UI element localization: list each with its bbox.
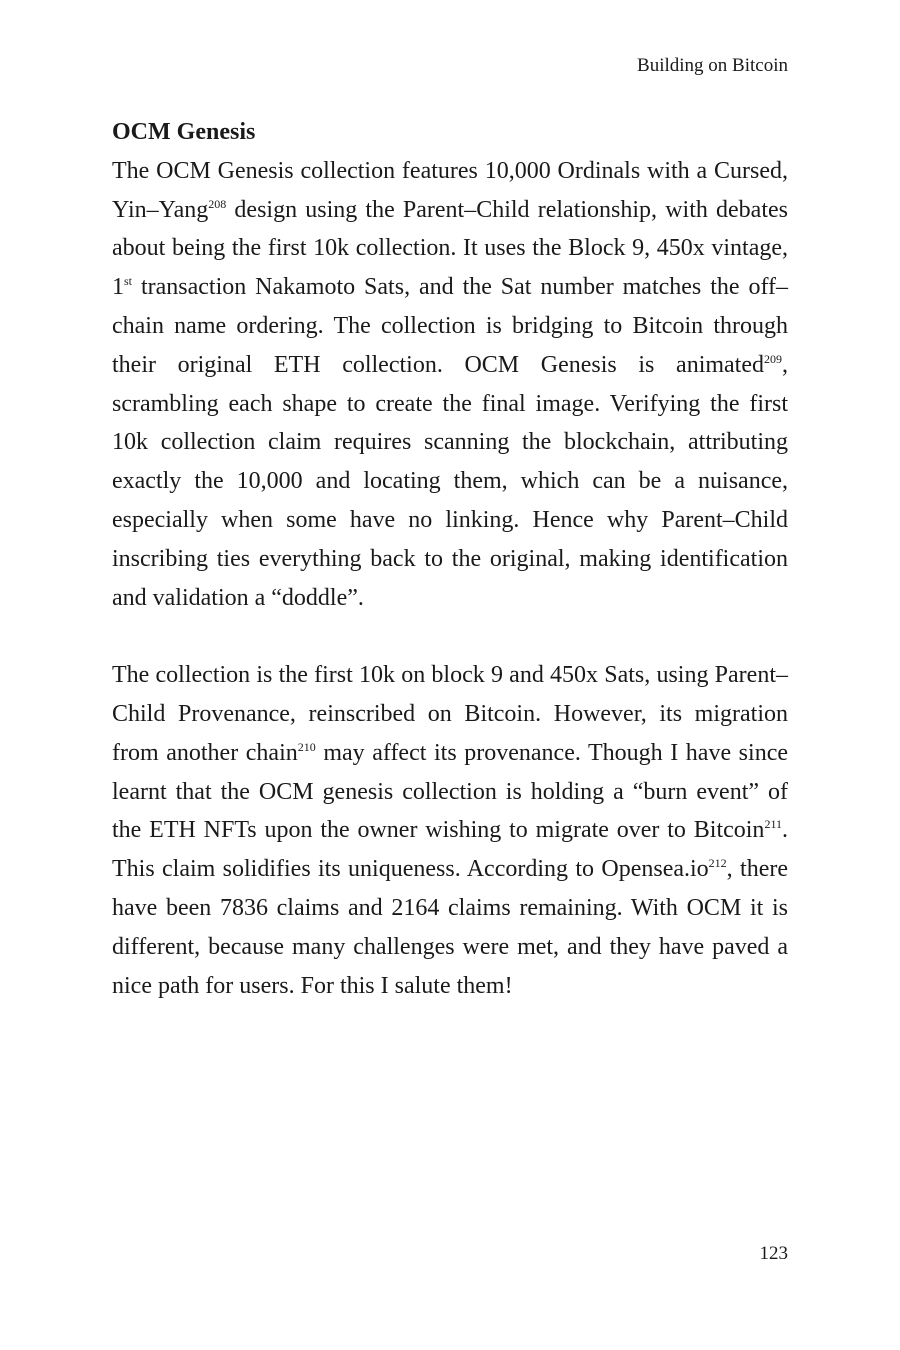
paragraph-2-text-3: . This claim solidifies its uniqueness. According to Opensea.io <box>112 817 788 883</box>
paragraph-2 <box>112 656 788 1005</box>
footnote-ref-208[interactable]: 208 <box>208 196 227 211</box>
paragraph-1 <box>112 152 788 618</box>
page-number: 123 <box>759 1243 788 1264</box>
paragraph-2-text-1: The collection is the first 10k on block 9 and 450x Sats, using Parent–Child Provenance, reinscribed on Bitcoin. However, its migration from another chain <box>112 662 788 766</box>
footnote-ref-212[interactable]: 212 <box>708 856 727 871</box>
footnote-ref-210[interactable]: 210 <box>297 739 316 754</box>
paragraph-2-text-2: may affect its provenance. Though I have since learnt that the OCM genesis collection is holding a “burn event” of the ETH NFTs upon the owner wishing to migrate over to Bitcoin <box>112 739 788 844</box>
paragraph-1-text-3: transaction Nakamoto Sats, and the Sat number matches the off–chain name ordering. The collection is bridging to Bitcoin through their original ETH collection. OCM Genesis is animated <box>112 274 788 378</box>
footnote-ref-211[interactable]: 211 <box>764 817 782 832</box>
ordinal-suffix: st <box>124 274 133 289</box>
paragraph-1-text-4: , scrambling each shape to create the final image. Verifying the first 10k collection claim requires scanning the blockchain, attributing exactly the 10,000 and locating them, which can be a nuisance, especially when some have no linking. Hence why Parent–Child inscribing ties everything back to the original, making identification and validation a “doddle”. <box>112 351 788 611</box>
running-header: Building on Bitcoin <box>637 55 788 76</box>
section-heading: OCM Genesis <box>112 119 256 145</box>
paragraph-1-text-2: design using the Parent–Child relationship, with debates about being the first 10k collection. It uses the Block 9, 450x vintage, 1 <box>112 196 788 301</box>
paragraph-2-text-4: , there have been 7836 claims and 2164 claims remaining. With OCM it is different, because many challenges were met, and they have paved a nice path for users. For this I salute them! <box>112 856 788 999</box>
page-body <box>112 113 788 1005</box>
footnote-ref-209[interactable]: 209 <box>764 351 782 366</box>
paragraph-1-text-1: The OCM Genesis collection features 10,000 Ordinals with a Cursed, Yin–Yang <box>112 157 788 223</box>
